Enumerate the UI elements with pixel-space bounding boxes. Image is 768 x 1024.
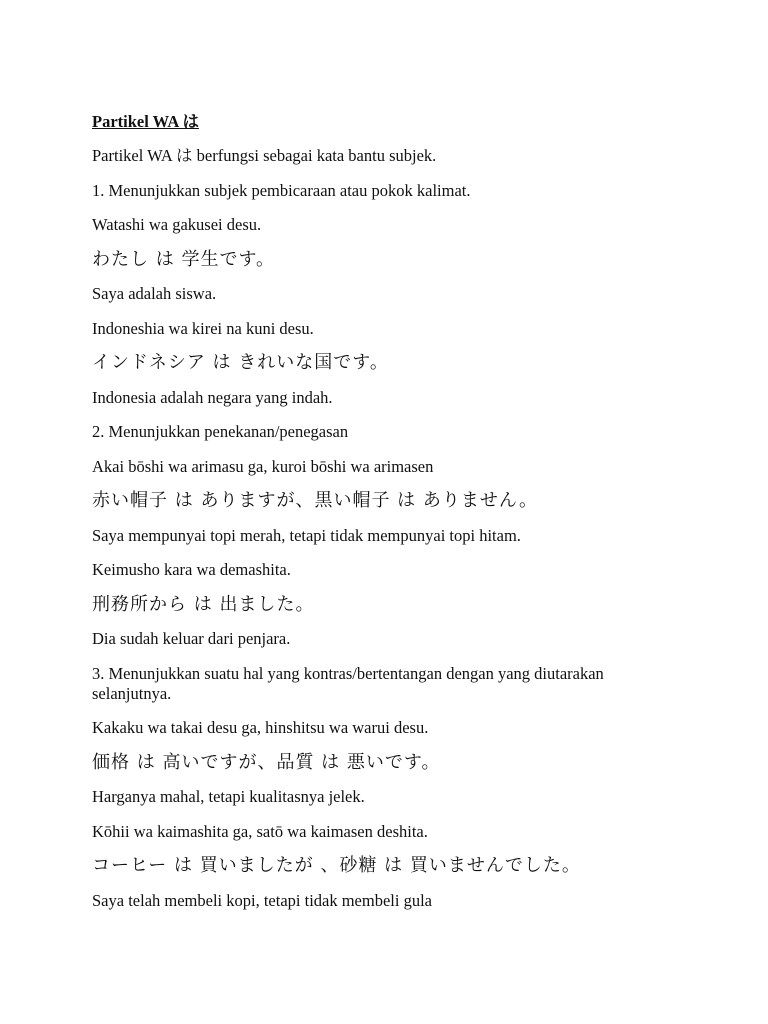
example-romaji: Indoneshia wa kirei na kuni desu. — [92, 318, 314, 338]
example-romaji: Akai bōshi wa arimasu ga, kuroi bōshi wa arimasen — [92, 456, 434, 476]
example-japanese: わたし は 学生です。 — [92, 248, 276, 270]
example-japanese: インドネシア は きれいな国です。 — [92, 352, 389, 373]
example-translation: Harganya mahal, tetapi kualitasnya jelek. — [92, 787, 365, 806]
document-title: Partikel WA は — [92, 112, 199, 131]
example-translation: Saya mempunyai topi merah, tetapi tidak mempunyai topi hitam. — [92, 525, 521, 545]
example-translation: Saya telah membeli kopi, tetapi tidak membeli gula — [92, 890, 432, 910]
example-japanese: 刑務所から は 出ました。 — [92, 593, 315, 615]
section-3-heading: 3. Menunjukkan suatu hal yang kontras/bertentangan dengan yang diutarakan selanjutnya. — [92, 663, 604, 703]
example-romaji: Watashi wa gakusei desu. — [92, 215, 262, 234]
section-2-heading: 2. Menunjukkan penekanan/penegasan — [92, 422, 349, 441]
example-translation: Indonesia adalah negara yang indah. — [92, 387, 333, 407]
example-romaji: Kōhii wa kaimashita ga, satō wa kaimasen deshita. — [92, 821, 428, 841]
example-japanese: コーヒー は 買いましたが 、砂糖 は 買いませんでした。 — [92, 855, 581, 876]
section-1-heading: 1. Menunjukkan subjek pembicaraan atau pokok kalimat. — [92, 180, 471, 200]
example-romaji: Keimusho kara wa demashita. — [92, 560, 291, 579]
example-romaji: Kakaku wa takai desu ga, hinshitsu wa warui desu. — [92, 718, 429, 737]
example-translation: Dia sudah keluar dari penjara. — [92, 629, 291, 648]
example-japanese: 赤い帽子 は ありますが、黒い帽子 は ありません。 — [92, 490, 538, 511]
example-translation: Saya adalah siswa. — [92, 284, 217, 303]
document-page — [92, 112, 692, 925]
example-japanese: 価格 は 高いですが、品質 は 悪いです。 — [92, 751, 441, 773]
intro-line: Partikel WA は berfungsi sebagai kata bantu subjek. — [92, 146, 437, 165]
